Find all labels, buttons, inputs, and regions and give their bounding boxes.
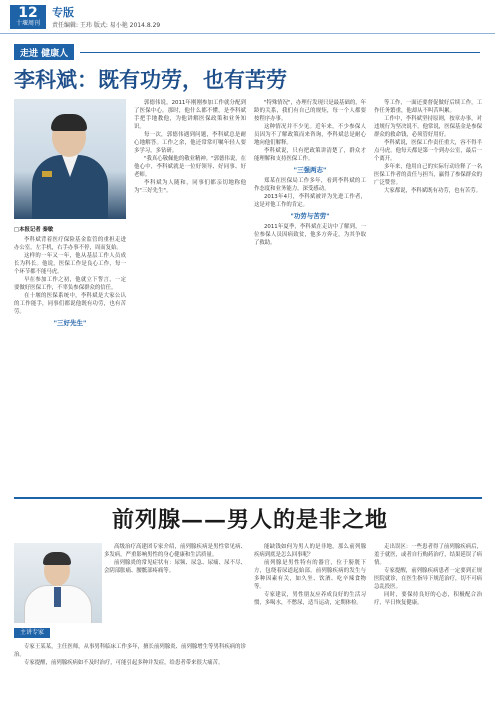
subhead: "三强两志": [293, 166, 327, 174]
article-paragraph: 郑某在医保局工作多年，看到李科斌的工作态度和业务能力，深受感动。: [254, 178, 366, 192]
article-paragraph: 专家提醒，前列腺疾病患者一定要到正规医院就诊，在医生指导下规范治疗，切不可病急乱投医。: [374, 568, 482, 590]
expert-photo: [14, 543, 102, 623]
photo-badge: [42, 171, 52, 177]
column-rule: [80, 52, 480, 53]
article-paragraph: 前列腺是男性特有的器官，位于膀胱下方，包绕着尿道起始部。前列腺疾病的发生与多种因素有关，如久坐、饮酒、吃辛辣食物等。: [254, 560, 366, 590]
article-paragraph: 能缺钱如何为男人的是非地，那么前列腺疾病到底是怎么回事呢？: [254, 544, 366, 558]
section-divider: [14, 497, 482, 499]
article-paragraph: 每一次，郭德伟遇到问题，李科斌总是耐心地解答。工作之余，他还常常叮嘱年轻人要多学习，多钻研。: [134, 132, 246, 154]
page-number-badge: [10, 5, 46, 29]
article-paragraph: 李科斌背着医疗保险基金监管的重担走进办公室，左手机，右手办事不停，周而复始。: [14, 237, 126, 251]
section-title: 专版: [52, 6, 74, 19]
expert-tag: 主讲专家: [14, 628, 50, 638]
intro-paragraph: 前列腺炎的常见症状有：尿频、尿急、尿痛、尿不尽、会阴部胀痛、腰骶部疼痛等。: [104, 560, 246, 574]
article-column-3: [254, 99, 366, 492]
portrait-photo: [14, 99, 126, 219]
article-paragraph: 2013年4月，李科斌被评为先进工作者，这是对他工作的肯定。: [254, 194, 366, 208]
article-paragraph: 大家都说，李科斌既有功劳，也有苦劳。: [384, 188, 482, 194]
intro-paragraph: 高级治疗高建团专家介绍，前列腺疾病是男性常见病、多发病，严重影响男性的身心健康和生活质量。: [104, 544, 246, 558]
article-paragraph: 工作中，李科斌坚持原则，按章办事，对违规行为坚决说不。他常说，医保基金是参保群众的救命钱，必须管好用好。: [374, 116, 482, 138]
article-paragraph: 李科斌说，医保工作责任重大，容不得半点马虎。他每天都是第一个到办公室，最后一个离开。: [374, 140, 482, 162]
article-paragraph: 早在参加工作之初，他就立下誓言，一定要做好医保工作，不辜负参保群众的信任。: [14, 277, 126, 291]
editor-credits: 责任编辑: 王玮 版式: 易小艳 2014.8.29: [52, 22, 161, 29]
article-paragraph: 这种情况并不少见。近年来，不少参保人员因为不了解政策而来咨询，李科斌总是耐心地向他们解释。: [254, 124, 366, 146]
article-paragraph: 李科斌为人随和，同事们都亲切地称他为"三好先生"。: [134, 180, 246, 194]
page-header: [0, 0, 495, 34]
article-paragraph: 这样的一年又一年，他从基层工作人员成长为科长。他说，医保工作是良心工作，每一个环节都不能马虎。: [14, 253, 126, 275]
article-paragraph: "特殊情况"，办理行发现只是最基础的，年龄的关系，我们有自己的规矩，每一个人都要按程序办事。: [254, 100, 366, 122]
article-paragraph: 同时，要保持良好的心态，积极配合治疗，早日恢复健康。: [374, 592, 482, 606]
article-column-2: [134, 99, 246, 492]
article-paragraph: 李科斌说，只有把政策讲清楚了，群众才能理解和支持医保工作。: [254, 148, 366, 162]
article-headline: 李科斌：既有功劳，也有苦劳: [14, 67, 287, 92]
article2-column-1: [14, 643, 246, 699]
article-paragraph: 等工作，一面还要督促做好后续工作，工作任务繁重，他却从不叫苦叫累。: [374, 100, 482, 114]
article-paragraph: 专家提醒，前列腺疾病如不及时治疗，可能引起多种并发症，给患者带来很大痛苦。: [24, 660, 224, 666]
article-paragraph: "我真心敬佩他的敬业精神。"郭德伟说，在他心中，李科斌就是一位好领导、好同事、好老师。: [134, 156, 246, 178]
article-paragraph: 走出误区：一些患者得了前列腺疾病后，羞于就医，或者自行购药治疗，结果延误了病情。: [374, 544, 482, 566]
article2-headline: 前列腺——男人的是非之地: [111, 507, 388, 533]
column-tag: 走进 健康人: [14, 44, 74, 60]
subhead: "功劳与苦劳": [290, 212, 330, 220]
article-column-4: [374, 99, 482, 492]
article-byline: □本报记者 秦敏: [14, 227, 54, 233]
page-number: 12: [18, 5, 38, 21]
publication-name: 十堰周刊: [15, 20, 40, 27]
photo-hair: [43, 552, 71, 565]
photo-tie: [54, 587, 61, 607]
article-paragraph: 郭德伟说，2011年刚刚参加工作就分配到了医保中心。那时，他什么都不懂，是李科斌手把手地教他，为他讲解医保政策和业务知识。: [134, 100, 246, 130]
article2-column-2: [254, 543, 366, 699]
article-paragraph: 2011年夏季，李科斌在走访中了解到，一位参保人员因病致贫，他多方奔走，为其争取了救助。: [254, 224, 366, 246]
article2-intro: [104, 543, 246, 638]
article-paragraph: 在十堰的医保系统中，李科斌是大家公认的工作能手，同事们都说他既有功劳，也有苦劳。: [14, 293, 126, 315]
article-paragraph: 专家王某某，主任医师，从事男科临床工作多年，擅长前列腺炎、前列腺增生等男科疾病的诊治。: [14, 644, 246, 658]
article-paragraph: 专家建议，男性朋友应养成良好的生活习惯，多喝水，不憋尿，适当运动，定期体检。: [254, 592, 366, 606]
article-column-1: [14, 226, 126, 492]
subhead: "三好先生": [53, 319, 87, 327]
article2-column-3: [374, 543, 482, 699]
article-paragraph: 多年来，他用自己的实际行动诠释了一名医保工作者的责任与担当，赢得了参保群众的广泛赞誉。: [374, 164, 482, 186]
photo-hair: [51, 114, 87, 131]
